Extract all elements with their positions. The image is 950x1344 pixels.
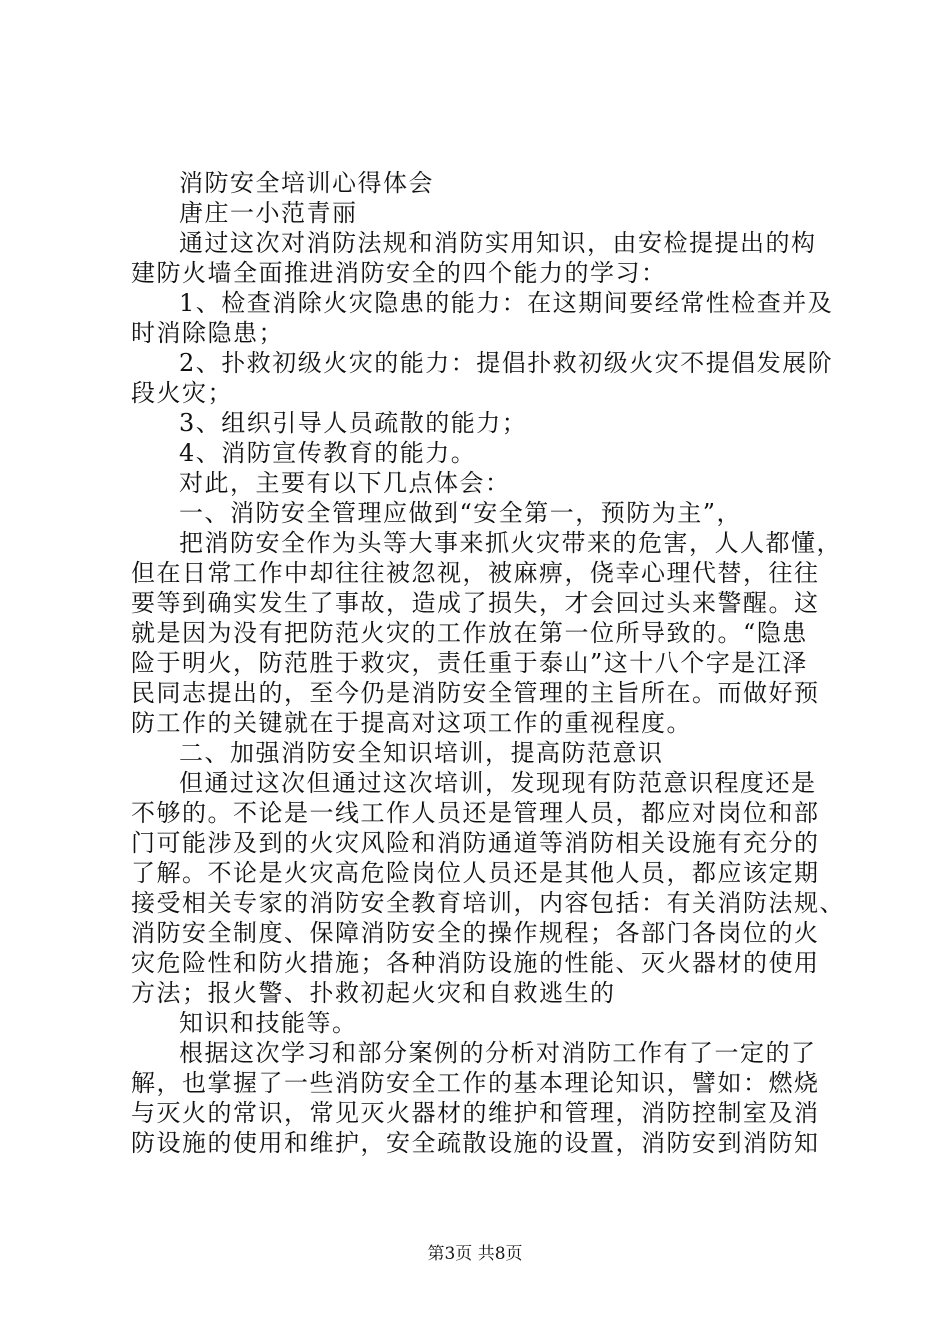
text-line: 3、组织引导人员疏散的能力； [179, 409, 528, 437]
text-line: 接受相关专家的消防安全教育培训，内容包括：有关消防法规、 [131, 889, 845, 917]
text-line: 解，也掌握了一些消防安全工作的基本理论知识，譬如：燃烧 [131, 1069, 820, 1097]
text-line: 2、扑救初级火灾的能力：提倡扑救初级火灾不提倡发展阶 [179, 349, 834, 377]
text-line: 把消防安全作为头等大事来抓火灾带来的危害，人人都懂， [179, 529, 842, 557]
text-line: 方法；报火警、扑救初起火灾和自救逃生的 [131, 979, 616, 1007]
text-line: 民同志提出的，至今仍是消防安全管理的主旨所在。而做好预 [131, 679, 820, 707]
text-line: 但在日常工作中却往往被忽视，被麻痹，侥幸心理代替，往往 [131, 559, 820, 587]
text-line: 段火灾； [131, 379, 233, 407]
text-line: 要等到确实发生了事故，造成了损失，才会回过头来警醒。这 [131, 589, 820, 617]
text-line: 1、检查消除火灾隐患的能力：在这期间要经常性检查并及 [179, 289, 834, 317]
text-line: 但通过这次但通过这次培训，发现现有防范意识程度还是 [179, 769, 817, 797]
text-line: 消防安全制度、保障消防安全的操作规程；各部门各岗位的火 [131, 919, 820, 947]
text-line: 4、消防宣传教育的能力。 [179, 439, 477, 467]
section-heading: 一、消防安全管理应做到“安全第一，预防为主”， [179, 499, 743, 527]
section-heading: 二、加强消防安全知识培训，提高防范意识 [179, 739, 664, 767]
text-line: 知识和技能等。 [179, 1009, 358, 1037]
text-line: 通过这次对消防法规和消防实用知识，由安检提提出的构 [179, 229, 817, 257]
text-line: 灾危险性和防火措施；各种消防设施的性能、灭火器材的使用 [131, 949, 820, 977]
document-title: 消防安全培训心得体会 [179, 169, 434, 197]
text-line: 了解。不论是火灾高危险岗位人员还是其他人员，都应该定期 [131, 859, 820, 887]
text-line: 就是因为没有把防范火灾的工作放在第一位所导致的。“隐患 [131, 619, 808, 647]
text-line: 与灭火的常识，常见灭火器材的维护和管理，消防控制室及消 [131, 1099, 820, 1127]
page-number-footer: 第3页 共8页 [427, 1244, 523, 1264]
text-line: 险于明火，防范胜于救灾，责任重于泰山”这十八个字是江泽 [131, 649, 808, 677]
text-line: 根据这次学习和部分案例的分析对消防工作有了一定的了 [179, 1039, 817, 1067]
text-line: 时消除隐患； [131, 319, 284, 347]
text-line: 不够的。不论是一线工作人员还是管理人员，都应对岗位和部 [131, 799, 820, 827]
text-line: 防工作的关键就在于提高对这项工作的重视程度。 [131, 709, 692, 737]
text-line: 门可能涉及到的火灾风险和消防通道等消防相关设施有充分的 [131, 829, 820, 857]
text-line: 对此，主要有以下几点体会： [179, 469, 511, 497]
document-body [131, 168, 845, 1158]
text-line: 建防火墙全面推进消防安全的四个能力的学习： [131, 259, 667, 287]
document-author: 唐庄一小范青丽 [179, 199, 358, 227]
text-line: 防设施的使用和维护，安全疏散设施的设置，消防安到消防知 [131, 1129, 820, 1157]
